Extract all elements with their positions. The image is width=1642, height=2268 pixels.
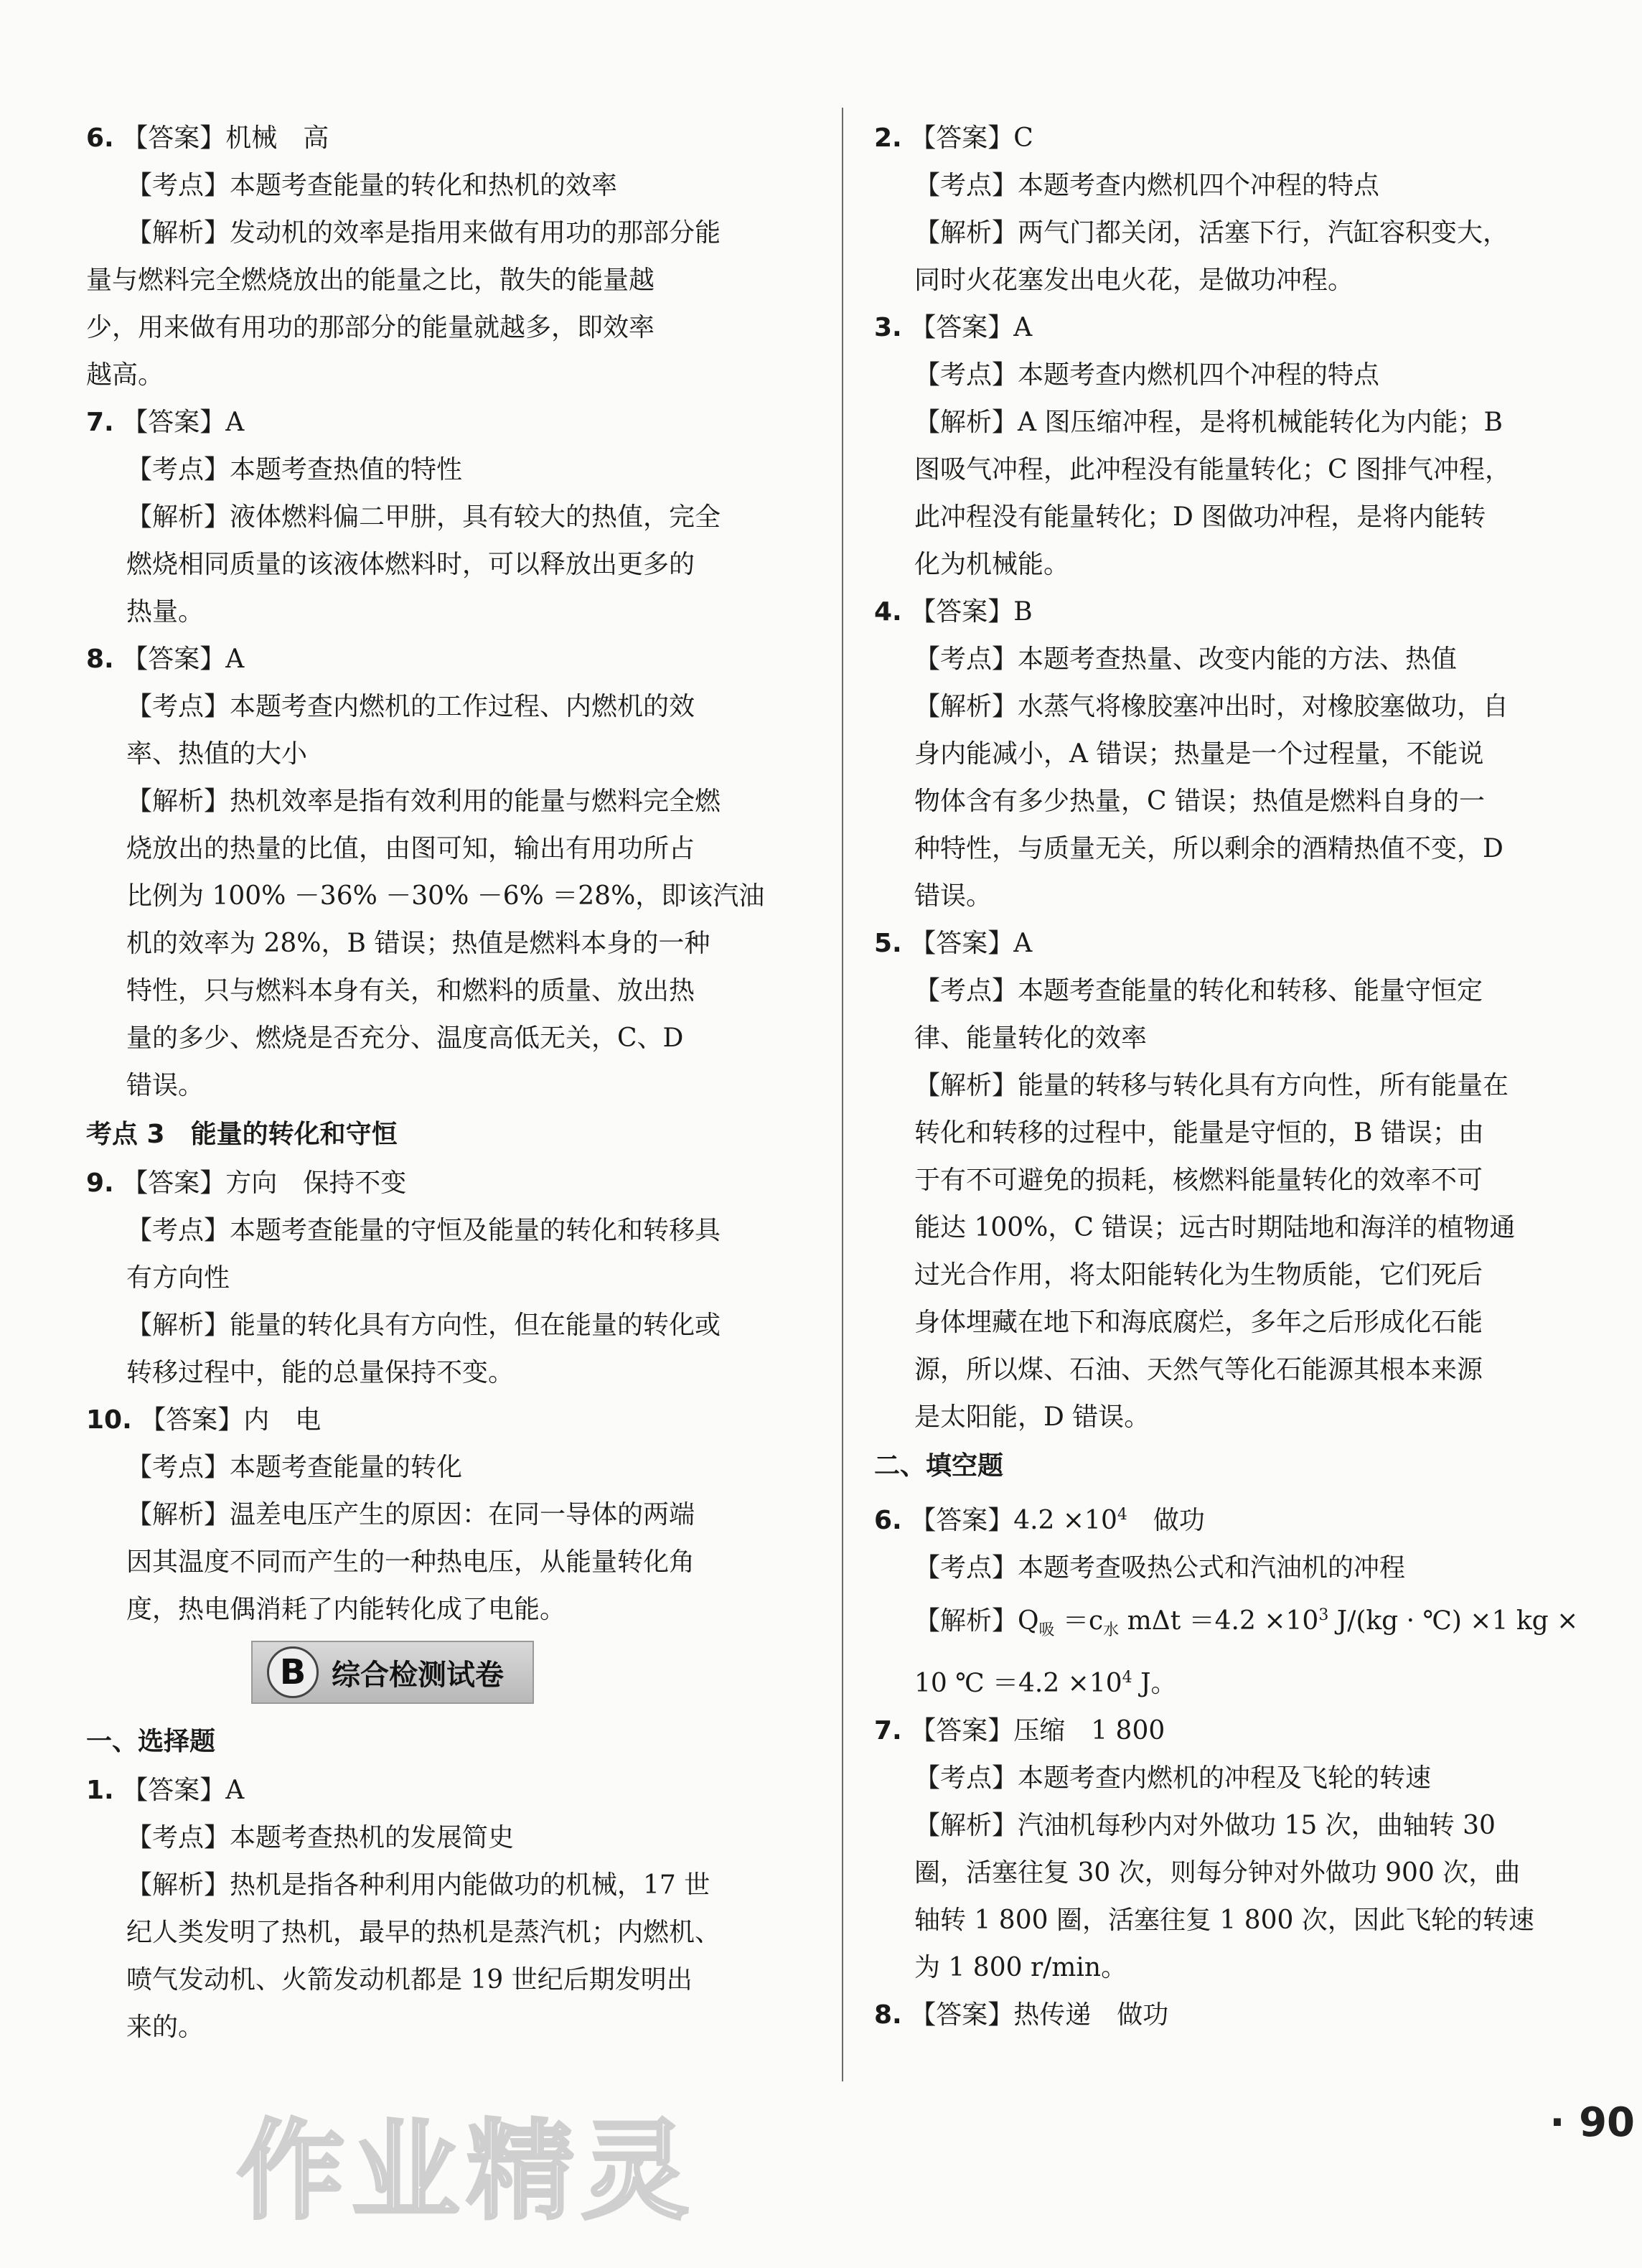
fill-item-6: 6. 【答案】$4.2 \times 10^4$ 做功 【考点】本题考查吸热公式和汽油机的冲程 【解析】$Q_吸 =c_水$ $m\Delta t =4.2 \times 10^3$ J/(kg · ℃) ×1 kg × 10 ℃ $=4.2 \times 10^4$ J。 <box>874 1491 1606 1707</box>
section-heading-kaodian3: 考点 3 能量的转化和守恒 <box>86 1120 398 1149</box>
choice-item-1: 1. 【答案】A 【考点】本题考查热机的发展简史 【解析】热机是指各种利用内能做功的机械，17 世 纪人类发明了热机，最早的热机是蒸汽机；内燃机、 喷气发动机、火箭发动机都是 19 世纪后期发明出 来的。 <box>86 1776 721 2042</box>
answer-item-7: 7. 【答案】A 【考点】本题考查热值的特性 【解析】液体燃料偏二甲肼，具有较大的热值，完全 燃烧相同质量的该液体燃料时，可以释放出更多的 热量。 <box>86 408 721 627</box>
left-column <box>86 115 818 2051</box>
formula-line: 【解析】$Q_吸 =c_水$ $m\Delta t =4.2 \times 10^3$ J/(kg · ℃) ×1 kg × <box>914 1606 1579 1640</box>
answer-item-9: 9. 【答案】方向 保持不变 【考点】本题考查能量的守恒及能量的转化和转移具 有方向性 【解析】能量的转化具有方向性，但在能量的转化或 转移过程中，能的总量保持不变。 <box>86 1168 721 1387</box>
section-banner <box>251 1641 534 1704</box>
watermark: 作业精灵 <box>237 2109 697 2234</box>
section-heading-fill: 二、填空题 <box>874 1451 1004 1481</box>
choice-item-5: 5. 【答案】A 【考点】本题考查能量的转化和转移、能量守恒定 律、能量转化的效率 【解析】能量的转移与转化具有方向性，所有能量在 转化和转移的过程中，能量是守恒的，B 错误；由 于有不可避免的损耗，核燃料能量转化的效率不可 能达 100%，C 错误；远古时期陆地和海洋的植物通 过光合作用，将太阳能转化为生物质能，它们死后 身体埋藏在地下和海底腐烂，多年之后形成化石能 源，所以煤、石油、天然气等化石能源其根本来源 是太阳能，D 错误。 <box>874 929 1516 1432</box>
answer-item-10: 10. 【答案】内 电 【考点】本题考查能量的转化 【解析】温差电压产生的原因：在同一导体的两端 因其温度不同而产生的一种热电压，从能量转化角 度，热电偶消耗了内能转化成了电能。 <box>86 1405 695 1624</box>
kaodian-line: 【考点】本题考查能量的转化和热机的效率 <box>126 171 618 200</box>
fill-item-7: 7. 【答案】压缩 1 800 【考点】本题考查内燃机的冲程及飞轮的转速 【解析】汽油机每秒内对外做功 15 次，曲轴转 30 圈，活塞往复 30 次，则每分钟对外做功 900 次，曲 轴转 1 800 圈，活塞往复 1 800 次，因此飞轮的转速 为 1 800 r/min。 <box>874 1716 1534 1983</box>
choice-item-4: 4. 【答案】B 【考点】本题考查热量、改变内能的方法、热值 【解析】水蒸气将橡胶塞冲出时，对橡胶塞做功，自 身内能减小，A 错误；热量是一个过程量，不能说 物体含有多少热量，C 错误；热值是燃料自身的一 种特性，与质量无关，所以剩余的酒精热值不变，D 错误。 <box>874 597 1509 911</box>
answer-item-8: 8. 【答案】A 【考点】本题考查内燃机的工作过程、内燃机的效 率、热值的大小 【解析】热机效率是指有效利用的能量与燃料完全燃 烧放出的热量的比值，由图可知，输出有用功所占 比例为 100% －36% －30% －6% ＝28%，即该汽油 机的效率为 28%，B 错误；热值是燃料本身的一种 特性，只与燃料本身有关，和燃料的质量、放出热 量的多少、燃烧是否充分、温度高低无关，C、D 错误。 <box>86 645 765 1100</box>
banner-badge: B <box>267 1646 319 1698</box>
section-heading-choice: 一、选择题 <box>86 1727 216 1756</box>
column-divider <box>842 108 843 2081</box>
answer-item-6: 6. 【答案】机械 高 【考点】本题考查能量的转化和热机的效率 【解析】发动机的效率是指用来做有用功的那部分能 量与燃料完全燃烧放出的能量之比，散失的能量越 少，用来做有用功的那部分的能量就越多，即效率 越高。 <box>86 115 818 399</box>
choice-item-2: 2. 【答案】C 【考点】本题考查内燃机四个冲程的特点 【解析】两气门都关闭，活塞下行，汽缸容积变大， 同时火花塞发出电火花，是做功冲程。 <box>874 123 1509 295</box>
fill-item-8: 8. 【答案】热传递 做功 <box>874 2000 1169 2030</box>
choice-item-3: 3. 【答案】A 【考点】本题考查内燃机四个冲程的特点 【解析】A 图压缩冲程，是将机械能转化为内能；B 图吸气冲程，此冲程没有能量转化；C 图排气冲程， 此冲程没有能量转化；D 图做功冲程，是将内能转 化为机械能。 <box>874 313 1511 579</box>
page-number: · 90 <box>1549 2099 1635 2146</box>
right-column <box>874 115 1606 2039</box>
banner-title: 综合检测试卷 <box>332 1658 504 1692</box>
answer-line: 【答案】机械 高 <box>122 123 329 153</box>
